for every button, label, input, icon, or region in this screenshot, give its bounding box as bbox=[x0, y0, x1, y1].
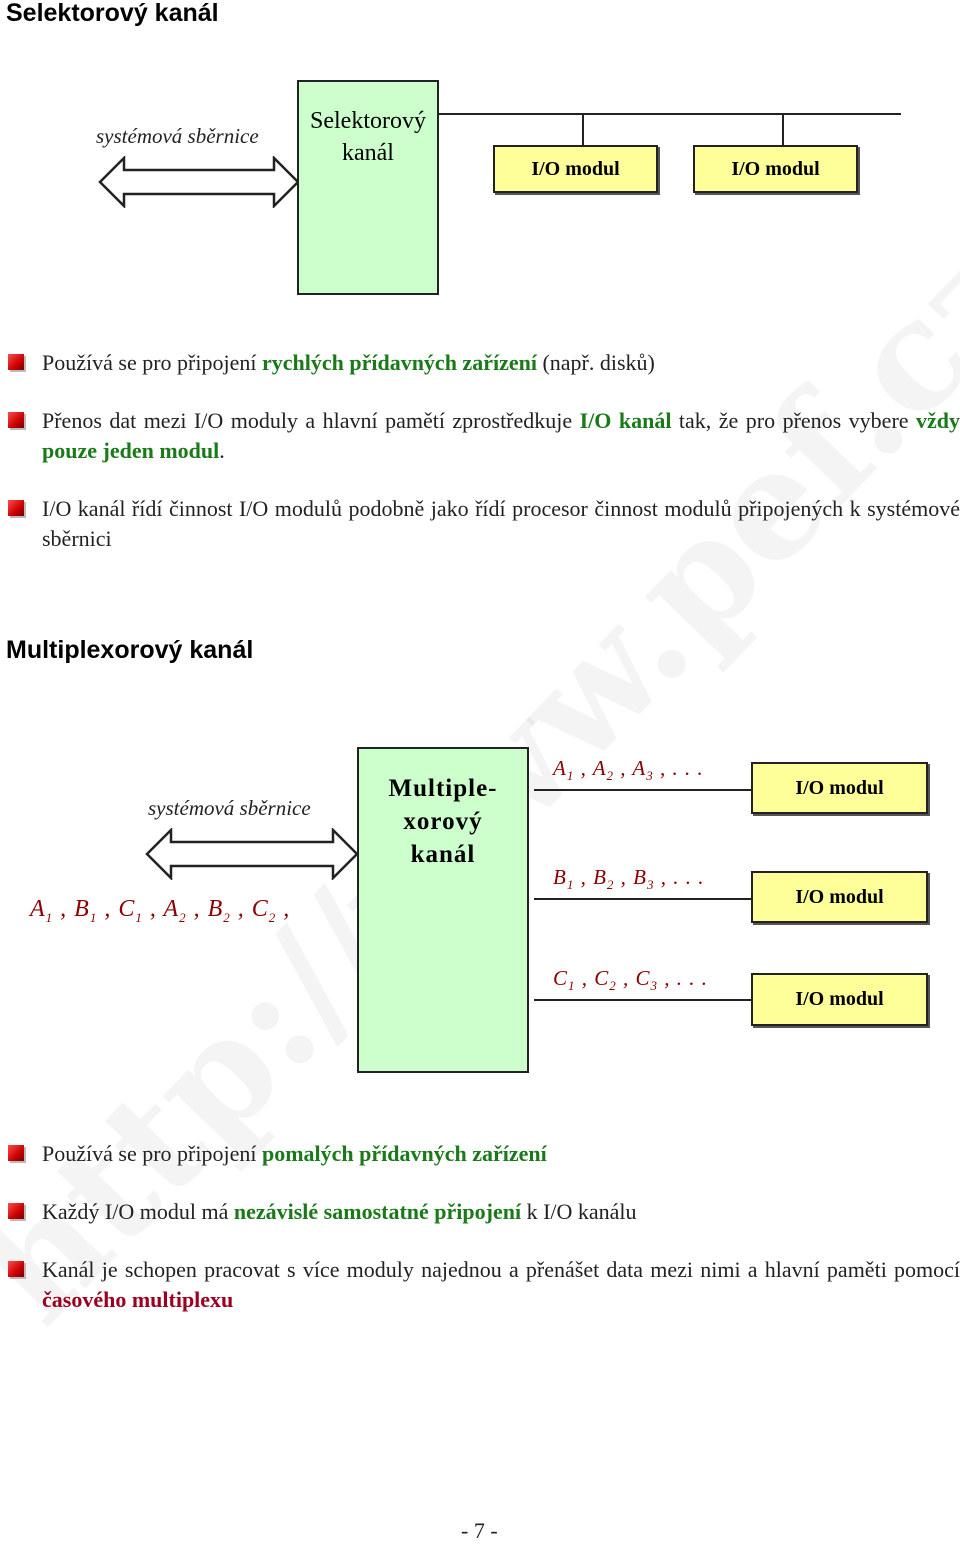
sequence-subscript: 2 bbox=[268, 909, 277, 925]
bullet-text bbox=[42, 348, 960, 378]
section-heading-multiplexor: Multiplexorový kanál bbox=[6, 636, 254, 664]
section-heading-selector: Selektorový kanál bbox=[6, 0, 219, 27]
sequence-symbol: $A_2$ bbox=[163, 896, 187, 925]
output-sequence-c: $C_1$ , $C_2$ , $C_3$ , . . . bbox=[553, 966, 709, 994]
bullet-square-icon bbox=[8, 1145, 24, 1161]
sequence-subscript: 2 bbox=[606, 877, 615, 893]
system-bus-arrow bbox=[98, 156, 300, 208]
sequence-symbol: $B_1$ bbox=[74, 896, 98, 925]
text-run: I/O kanál řídí činnost I/O modulů podobně jako řídí procesor činnost modulů připojených k systémové sběrnici bbox=[42, 496, 960, 551]
io-bus-drop bbox=[582, 113, 584, 145]
multiplexor-channel-label: Multiple- bbox=[388, 775, 498, 802]
bullet-text bbox=[42, 406, 960, 466]
multiplexor-channel-box bbox=[357, 747, 529, 1073]
text-run: Přenos dat mezi I/O moduly a hlavní pamětí zprostředkuje bbox=[42, 408, 580, 433]
bullet-item bbox=[8, 1255, 960, 1315]
multiplexor-channel-label: xorový bbox=[403, 808, 483, 835]
output-sequence-a: $A_1$ , $A_2$ , $A_3$ , . . . bbox=[553, 756, 704, 784]
sequence-subscript: 1 bbox=[566, 768, 575, 784]
sequence-subscript: 1 bbox=[135, 909, 143, 925]
sequence-symbol: $C_1$ bbox=[118, 896, 143, 925]
text-run: Používá se pro připojení bbox=[42, 1141, 262, 1166]
io-module-box: I/O modul bbox=[751, 762, 928, 814]
io-bus-line bbox=[439, 113, 901, 115]
bullet-square-icon bbox=[8, 500, 24, 516]
bullet-item bbox=[8, 494, 960, 554]
bullet-item bbox=[8, 348, 960, 378]
multiplexor-channel-label: kanál bbox=[410, 841, 476, 868]
input-sequence: $A_1$ , $B_1$ , $C_1$ , $A_2$ , $B_2$ , $C_2$ , bbox=[30, 896, 291, 925]
highlighted-text: časového multiplexu bbox=[42, 1287, 234, 1312]
bullet-text bbox=[42, 1255, 960, 1315]
sequence-subscript: 1 bbox=[45, 909, 54, 925]
bullet-square-icon bbox=[8, 1203, 24, 1219]
page-number: - 7 - bbox=[461, 1518, 498, 1543]
io-module-box: I/O modul bbox=[693, 145, 858, 193]
output-line-c bbox=[534, 999, 752, 1001]
text-run: Každý I/O modul má bbox=[42, 1199, 234, 1224]
sequence-subscript: 3 bbox=[646, 768, 654, 784]
bullet-item bbox=[8, 406, 960, 466]
io-bus-drop bbox=[782, 113, 784, 145]
sequence-symbol: $A_2$ bbox=[592, 756, 615, 784]
system-bus-label: systémová sběrnice bbox=[148, 796, 311, 820]
highlighted-text: nezávislé samostatné připojení bbox=[233, 1199, 522, 1224]
text-run: k I/O kanálu bbox=[521, 1199, 637, 1224]
sequence-symbol: $C_2$ bbox=[251, 896, 277, 925]
text-run: Kanál je schopen pracovat s více moduly najednou a přenášet data mezi nimi a hlavní paměti pomocí bbox=[42, 1257, 960, 1282]
bullet-item bbox=[8, 1197, 960, 1227]
io-module-box: I/O modul bbox=[751, 973, 928, 1026]
sequence-symbol: $A_3$ bbox=[632, 756, 654, 784]
selector-channel-label: Selektorový bbox=[310, 108, 426, 134]
bullet-text bbox=[42, 1139, 960, 1169]
text-run: . bbox=[219, 438, 225, 463]
bullet-square-icon bbox=[8, 1261, 24, 1277]
sequence-symbol: $B_2$ bbox=[207, 896, 231, 925]
io-module-box: I/O modul bbox=[493, 145, 658, 193]
sequence-symbol: $B_3$ bbox=[633, 865, 655, 893]
sequence-subscript: 1 bbox=[568, 978, 576, 994]
highlighted-text: rychlých přídavných zařízení bbox=[261, 350, 537, 375]
text-run: (např. disků) bbox=[536, 350, 655, 375]
sequence-symbol: $C_3$ bbox=[635, 966, 659, 994]
system-bus-arrow bbox=[145, 828, 359, 880]
sequence-subscript: 1 bbox=[566, 877, 575, 893]
sequence-symbol: $C_1$ bbox=[553, 966, 576, 994]
sequence-subscript: 2 bbox=[223, 909, 231, 925]
highlighted-text: I/O kanál bbox=[579, 408, 672, 433]
text-run: Používá se pro připojení bbox=[42, 350, 262, 375]
bullet-square-icon bbox=[8, 412, 24, 428]
sequence-subscript: 2 bbox=[179, 909, 187, 925]
text-run: tak, že pro přenos vybere bbox=[671, 408, 917, 433]
bullet-text bbox=[42, 1197, 960, 1227]
bullet-text bbox=[42, 494, 960, 554]
selector-channel-box bbox=[297, 80, 439, 295]
highlighted-text: pomalých přídavných zařízení bbox=[261, 1141, 547, 1166]
selector-channel-label: kanál bbox=[342, 140, 394, 166]
sequence-subscript: 3 bbox=[646, 877, 655, 893]
output-line-b bbox=[534, 898, 752, 900]
sequence-subscript: 2 bbox=[606, 768, 615, 784]
io-module-box: I/O modul bbox=[751, 871, 928, 923]
sequence-symbol: $A_1$ bbox=[553, 756, 575, 784]
system-bus-label: systémová sběrnice bbox=[96, 124, 259, 148]
bullet-item bbox=[8, 1139, 960, 1169]
bullet-square-icon bbox=[8, 354, 24, 370]
sequence-symbol: $A_1$ bbox=[30, 896, 54, 925]
sequence-subscript: 3 bbox=[650, 978, 659, 994]
sequence-subscript: 2 bbox=[609, 978, 617, 994]
output-line-a bbox=[534, 789, 752, 791]
output-sequence-b: $B_1$ , $B_2$ , $B_3$ , . . . bbox=[553, 865, 705, 893]
highlighted-text: vždy pouze jeden modul bbox=[42, 408, 960, 463]
sequence-subscript: 1 bbox=[89, 909, 98, 925]
sequence-symbol: $B_1$ bbox=[553, 865, 575, 893]
sequence-symbol: $B_2$ bbox=[593, 865, 615, 893]
sequence-symbol: $C_2$ bbox=[594, 966, 617, 994]
